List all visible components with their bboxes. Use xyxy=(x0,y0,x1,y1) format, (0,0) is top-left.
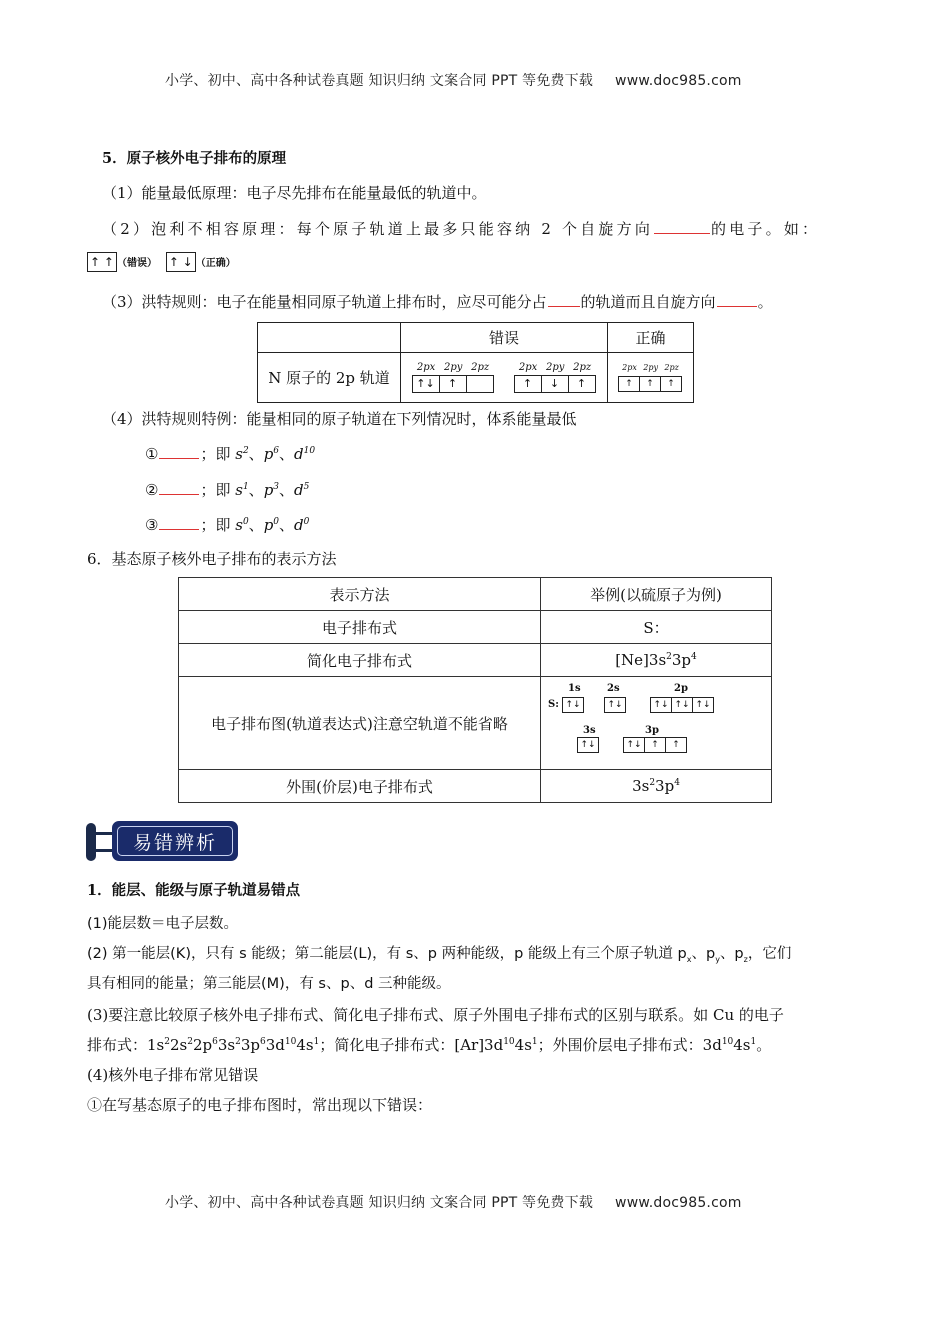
section5-p1: （1）能量最低原理：电子尽先排布在能量最低的轨道中。 xyxy=(102,184,487,202)
col-header-example: 举例(以硫原子为例) xyxy=(541,578,772,611)
orbital-box-right: ↑ ↓ xyxy=(166,252,196,272)
errors-p3-line1: (3)要注意比较原子核外电子排布式、简化电子排布式、原子外围电子排布式的区别与联系。如 Cu 的电子 xyxy=(87,1006,784,1024)
header-wrong: 错误 xyxy=(401,323,608,353)
error-analysis-banner xyxy=(86,821,240,863)
method-cell: 电子排布图(轨道表达式)注意空轨道不能省略 xyxy=(179,677,541,770)
errors-p3-line2: 排布式：$1s^22s^22p^63s^23p^63d^{10}4s^1$；简化电子排布式：$[Ar]3d^{10}4s^1$；外围价层电子排布式：$3d^{10}4s^1$。 xyxy=(87,1036,772,1054)
pauli-example xyxy=(87,252,236,272)
errors-p1: (1)能层数＝电子层数。 xyxy=(87,916,239,932)
p2-text: （2）泡利不相容原理：每个原子轨道上最多只能容纳 2 个自旋方向 xyxy=(102,220,654,238)
representation-table xyxy=(178,577,772,803)
section6-title: 6．基态原子核外电子排布的表示方法 xyxy=(87,550,337,568)
orbital-box-wrong: ↑ ↑ xyxy=(87,252,117,272)
p2-text-after: 的电子。如： xyxy=(711,220,821,238)
sulfur-orbital-diagram: 1s 2s 2p S: ↑↓ ↑↓ ↑↓ ↑↓ ↑↓ 3s 3p ↑↓ ↑↓ ↑ ↑ xyxy=(541,677,771,769)
header-text: 小学、初中、高中各种试卷真题 知识归纳 文案合同 PPT 等免费下载 xyxy=(165,73,594,89)
errors-p4: (4)核外电子排布常见错误 xyxy=(87,1066,259,1084)
answer-blank[interactable] xyxy=(717,305,757,307)
answer-blank[interactable] xyxy=(548,305,580,307)
banner-label: 易错辨析 xyxy=(117,826,233,856)
p3-text: （3）洪特规则：电子在能量相同原子轨道上排布时，应尽可能分占 xyxy=(102,293,547,311)
banner-post xyxy=(86,823,96,861)
right-example: 2px 2py 2pz ↑ ↑ ↑ xyxy=(608,353,694,403)
right-label: （正确） xyxy=(195,258,236,269)
case-2: ② ；即 $s^1$、$p^3$、$d^5$ xyxy=(145,481,310,499)
table-corner xyxy=(258,323,401,353)
p3-text-mid: 的轨道而且自旋方向 xyxy=(580,293,716,311)
page-header xyxy=(165,70,742,90)
answer-blank[interactable] xyxy=(159,457,199,459)
method-cell: 外围(价层)电子排布式 xyxy=(179,770,541,803)
orbital-diagram-cell xyxy=(541,677,772,770)
errors-p5: ①在写基态原子的电子排布图时，常出现以下错误： xyxy=(87,1096,433,1114)
section5-p2 xyxy=(102,218,820,239)
errors-title: 1．能层、能级与原子轨道易错点 xyxy=(87,882,301,899)
wrong-diagram-1: 2px 2py 2pz ↑↓ ↑ xyxy=(413,362,494,393)
wrong-examples xyxy=(401,353,608,403)
answer-blank[interactable] xyxy=(159,528,199,530)
answer-blank[interactable] xyxy=(159,493,199,495)
section5-p3 xyxy=(102,291,773,312)
p3-text-after: 。 xyxy=(757,293,773,311)
example-cell: S： xyxy=(541,611,772,644)
page-footer xyxy=(165,1192,742,1212)
method-cell: 电子排布式 xyxy=(179,611,541,644)
hund-rule-table xyxy=(257,322,694,403)
errors-p2-line1: (2) 第一能层(K)，只有 s 能级；第二能层(L)，有 s、p 两种能级，p 能级上有三个原子轨道 $p_x$、$p_y$、$p_z$，它们 xyxy=(87,946,792,964)
footer-text: 小学、初中、高中各种试卷真题 知识归纳 文案合同 PPT 等免费下载 xyxy=(165,1195,594,1211)
row-label: N 原子的 2p 轨道 xyxy=(258,353,401,403)
example-cell: $3s^23p^4$ xyxy=(541,770,772,803)
header-url[interactable]: www.doc985.com xyxy=(615,73,742,89)
example-cell: $[Ne]3s^23p^4$ xyxy=(541,644,772,677)
section5-p4: （4）洪特规则特例：能量相同的原子轨道在下列情况时，体系能量最低 xyxy=(102,410,577,428)
errors-p2-line2: 具有相同的能量；第三能层(M)，有 s、p、d 三种能级。 xyxy=(87,976,451,992)
wrong-diagram-2: 2px 2py 2pz ↑ ↓ ↑ xyxy=(515,362,596,393)
wrong-label: （错误） xyxy=(117,258,157,269)
answer-blank[interactable] xyxy=(654,232,710,234)
method-cell: 简化电子排布式 xyxy=(179,644,541,677)
case-1: ① ；即 $s^2$、$p^6$、$d^{10}$ xyxy=(145,445,316,463)
header-right: 正确 xyxy=(608,323,694,353)
case-3: ③ ；即 $s^0$、$p^0$、$d^0$ xyxy=(145,516,310,534)
col-header-method: 表示方法 xyxy=(179,578,541,611)
footer-url[interactable]: www.doc985.com xyxy=(615,1195,742,1211)
section5-title: 5．原子核外电子排布的原理 xyxy=(102,150,287,167)
